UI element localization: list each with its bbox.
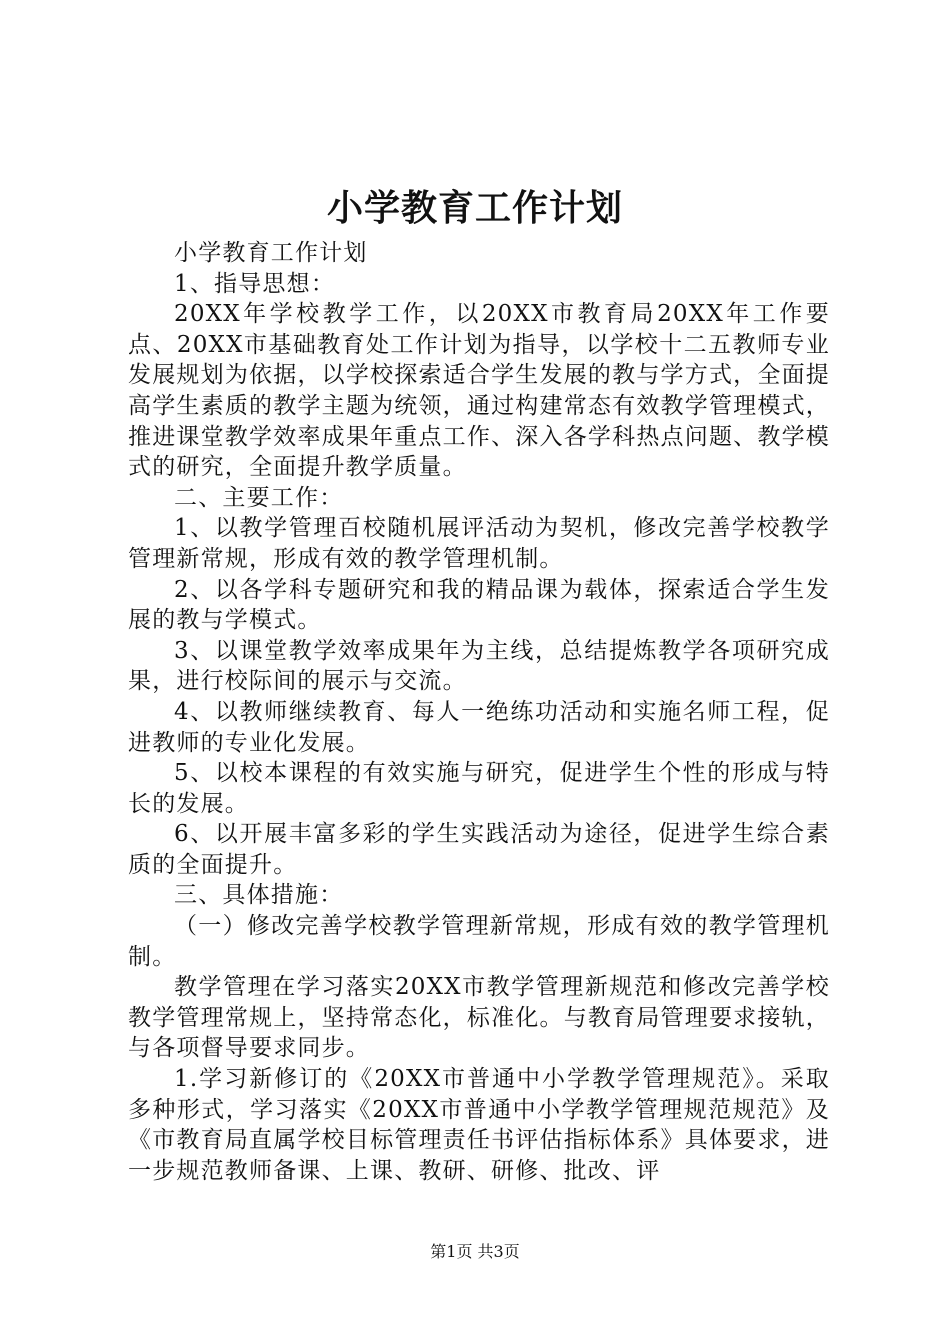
paragraph: 20XX年学校教学工作，以20XX市教育局20XX年工作要点、20XX市基础教育处工作计划为指导，以学校十二五教师专业发展规划为依据，以学校探索适合学生发展的教与学方式，全面提高学生素质的教学主题为统领，通过构建常态有效教学管理模式，推进课堂教学效率成果年重点工作、深入各学科热点问题、教学模式的研究，全面提升教学质量。 [128, 301, 830, 481]
paragraph: 2、以各学科专题研究和我的精品课为载体，探索适合学生发展的教与学模式。 [128, 576, 830, 634]
paragraph: 1、以教学管理百校随机展评活动为契机，修改完善学校教学管理新常规，形成有效的教学管理机制。 [128, 515, 830, 572]
page-footer: 第1页 共3页 [430, 1242, 520, 1261]
document-title: 小学教育工作计划 [326, 187, 623, 229]
paragraph: （一）修改完善学校教学管理新常规，形成有效的教学管理机制。 [128, 913, 830, 970]
paragraph: 1.学习新修订的《20XX市普通中小学教学管理规范》。采取多种形式，学习落实《20XX市普通中小学教学管理规范规范》及《市教育局直属学校目标管理责任书评估指标体系》具体要求，进一步规范教师备课、上课、教研、研修、批改、评 [128, 1066, 830, 1184]
paragraph: 3、以课堂教学效率成果年为主线，总结提炼教学各项研究成果，进行校际间的展示与交流。 [128, 637, 830, 695]
paragraph: 6、以开展丰富多彩的学生实践活动为途径，促进学生综合素质的全面提升。 [128, 821, 830, 878]
paragraph: 小学教育工作计划 [174, 240, 368, 266]
paragraph: 1、指导思想： [174, 270, 336, 297]
paragraph: 二、主要工作： [174, 484, 344, 511]
paragraph: 5、以校本课程的有效实施与研究，促进学生个性的形成与特长的发展。 [128, 760, 830, 817]
paragraph: 4、以教师继续教育、每人一绝练功活动和实施名师工程，促进教师的专业化发展。 [128, 698, 830, 756]
paragraph: 教学管理在学习落实20XX市教学管理新规范和修改完善学校教学管理常规上，坚持常态化，标准化。与教育局管理要求接轨，与各项督导要求同步。 [128, 974, 830, 1062]
document-body [128, 238, 830, 1186]
paragraph: 三、具体措施： [174, 882, 344, 909]
